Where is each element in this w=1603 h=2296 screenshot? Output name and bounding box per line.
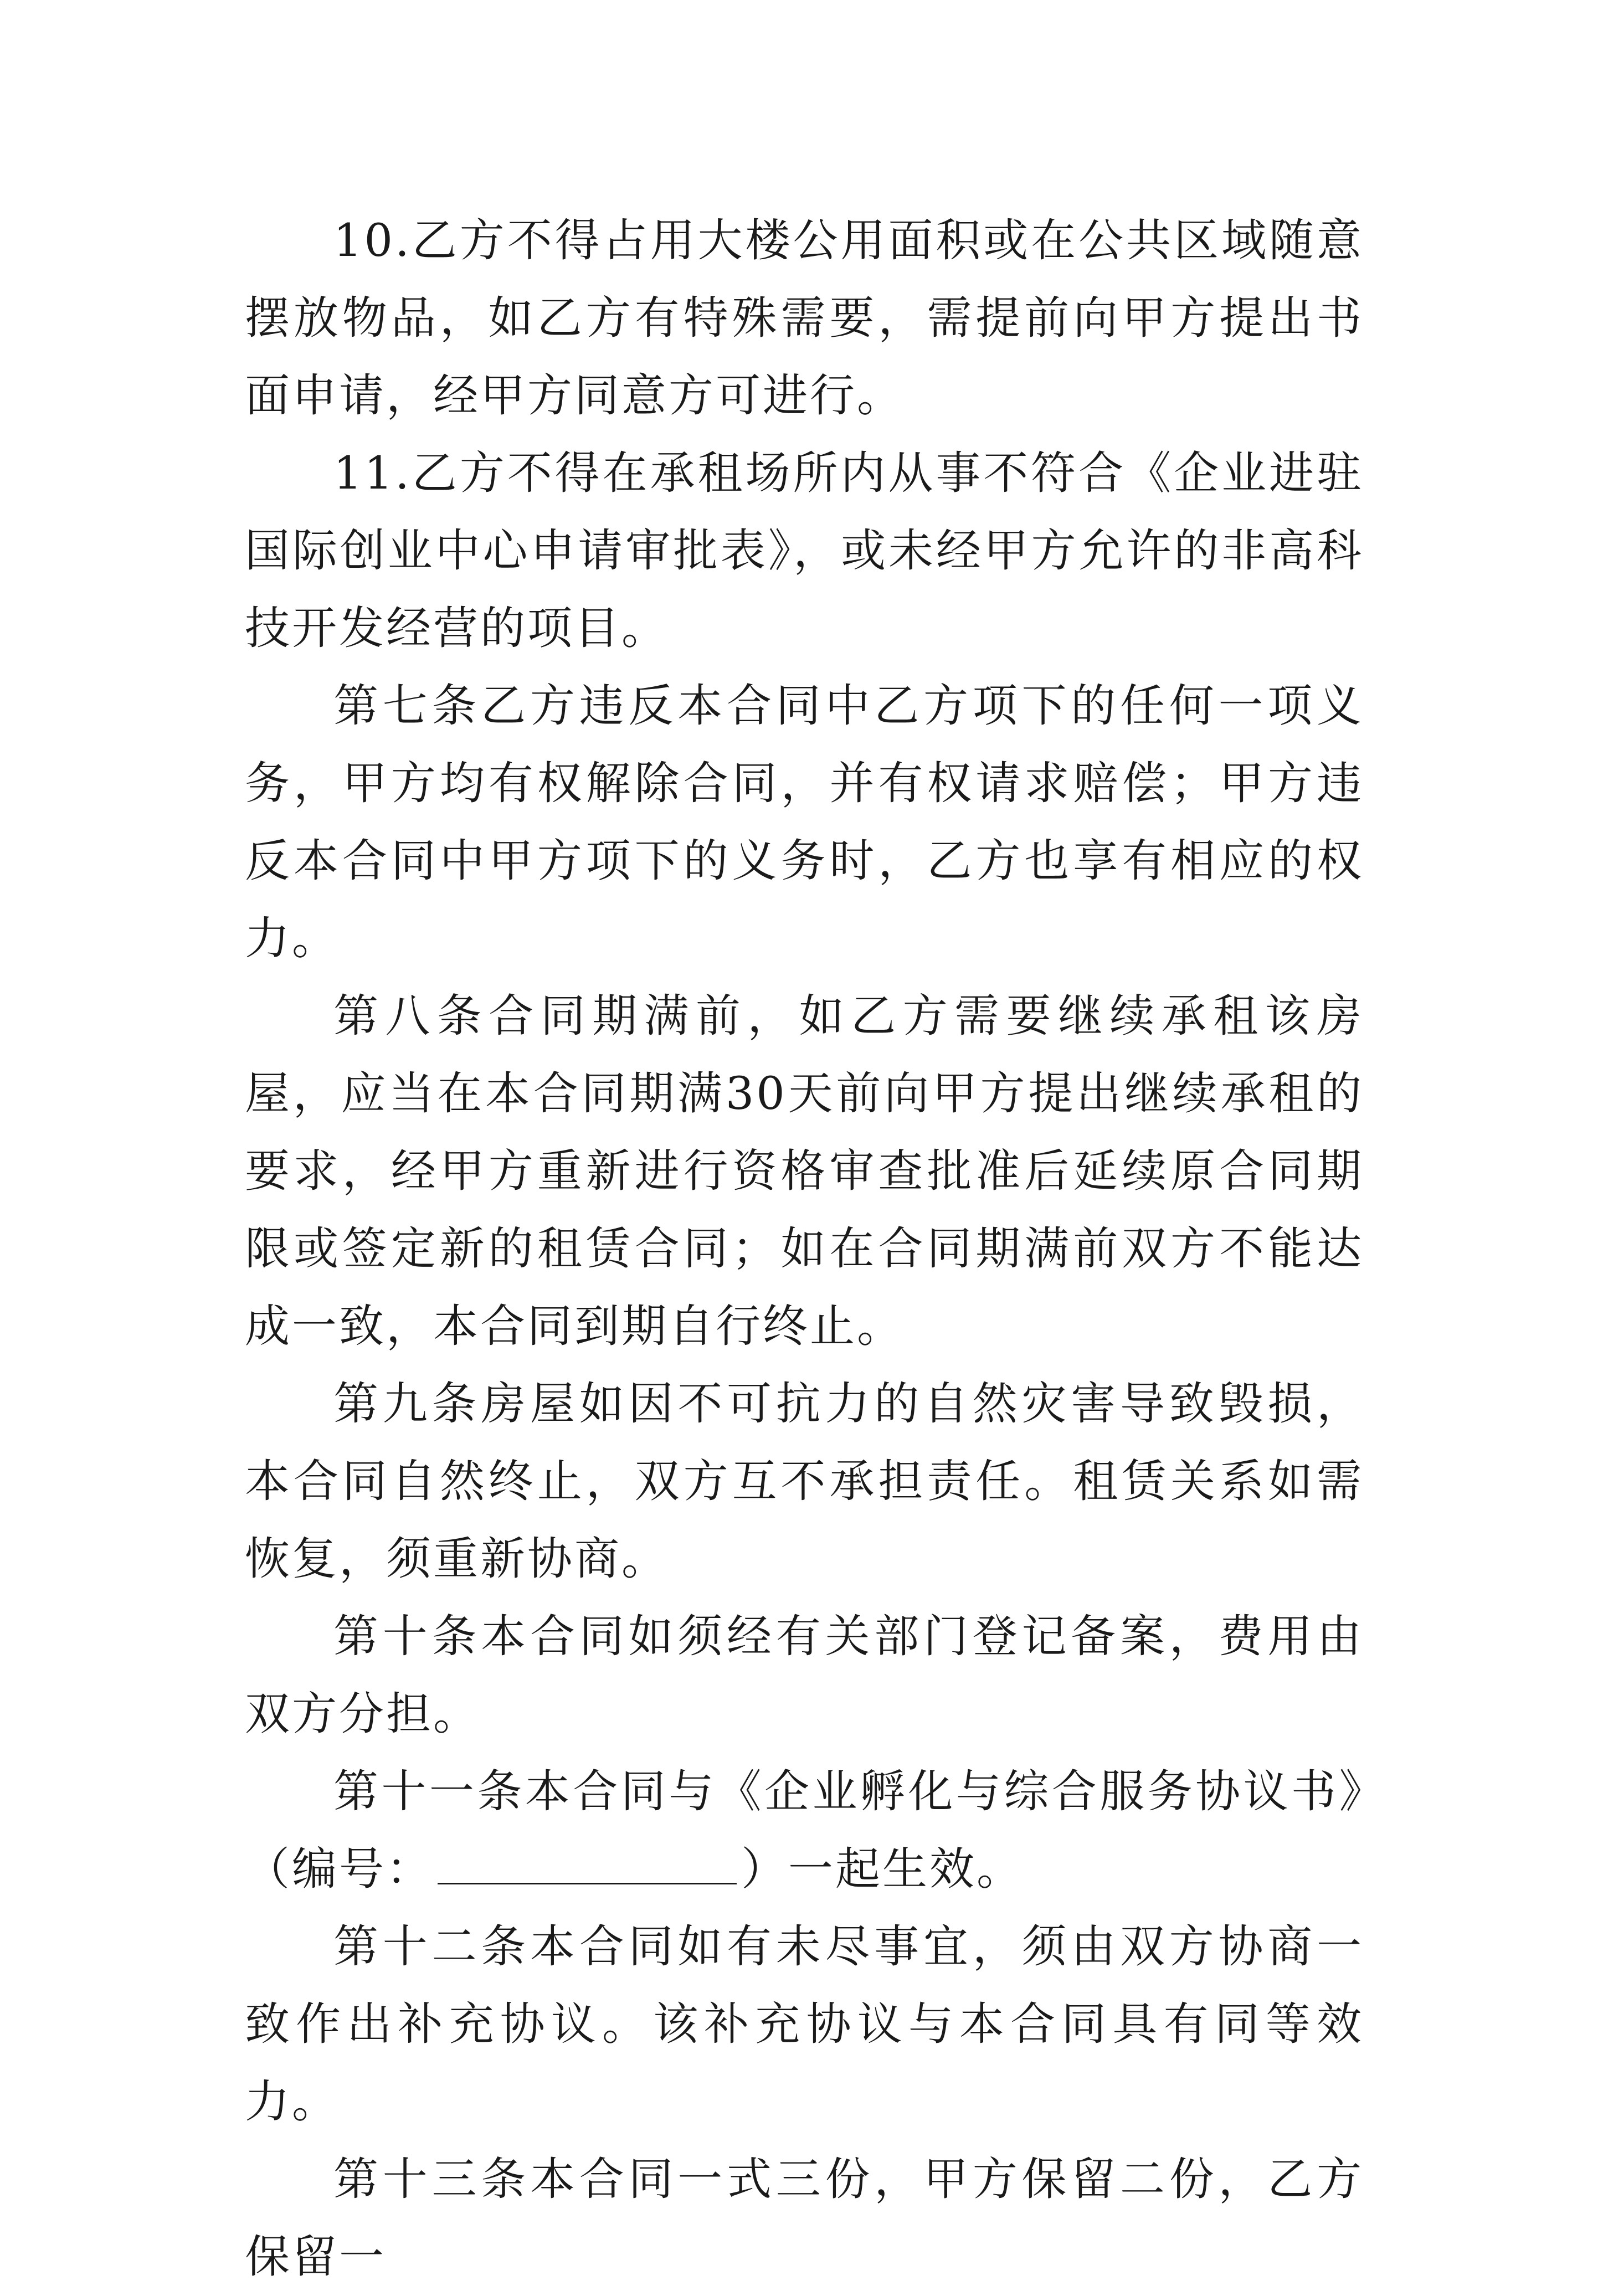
article-13: 第十三条本合同一式三份，甲方保留二份，乙方保留一 xyxy=(245,2154,1364,2283)
clause-item-11: 11.乙方不得在承租场所内从事不符合《企业进驻国际创业中心申请审批表》，或未经甲方允许的非高科技开发经营的项目。 xyxy=(245,448,1364,655)
article-8: 第八条合同期满前，如乙方需要继续承租该房屋，应当在本合同期满30天前向甲方提出继续承租的要求，经甲方重新进行资格审查批准后延续原合同期限或签定新的租赁合同；如在合同期满前双方不能达成一致，本合同到期自行终止。 xyxy=(245,990,1364,1353)
agreement-number-blank xyxy=(438,1882,737,1884)
article-11 xyxy=(245,1753,1364,1908)
clause-item-10: 10.乙方不得占用大楼公用面积或在公共区域随意摆放物品，如乙方有特殊需要，需提前向甲方提出书面申请，经甲方同意方可进行。 xyxy=(245,215,1364,422)
article-11-text-before: 第十一条本合同与《企业孵化与综合服务协议书》（编号： xyxy=(245,1766,1364,1896)
article-12: 第十二条本合同如有未尽事宜，须由双方协商一致作出补充协议。该补充协议与本合同具有同等效力。 xyxy=(245,1921,1364,2128)
article-11-text-after: ）一起生效。 xyxy=(741,1843,1024,1896)
article-10: 第十条本合同如须经有关部门登记备案，费用由双方分担。 xyxy=(245,1611,1364,1740)
contract-body xyxy=(245,202,1364,2296)
article-9: 第九条房屋如因不可抗力的自然灾害导致毁损，本合同自然终止，双方互不承担责任。租赁关系如需恢复，须重新协商。 xyxy=(245,1378,1364,1585)
article-7: 第七条乙方违反本合同中乙方项下的任何一项义务，甲方均有权解除合同，并有权请求赔偿；甲方违反本合同中甲方项下的义务时，乙方也享有相应的权力。 xyxy=(245,680,1364,965)
